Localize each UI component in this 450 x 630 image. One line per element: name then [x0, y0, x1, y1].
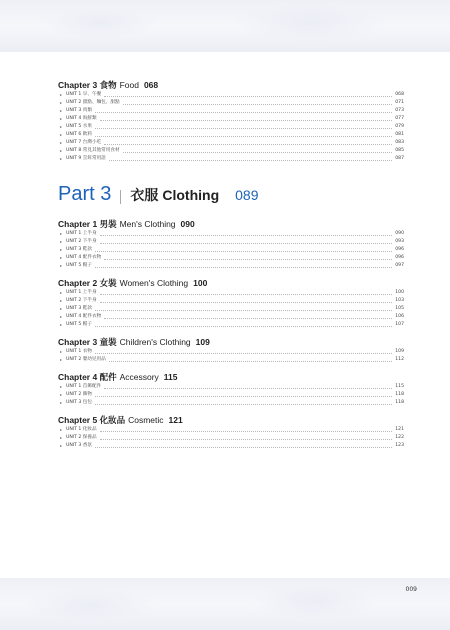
unit-label: UNIT 5 水果 [66, 124, 92, 129]
unit-list [58, 91, 404, 163]
unit-row [66, 305, 404, 313]
bottom-decorative-band [0, 578, 450, 630]
dot-leader [95, 112, 392, 113]
toc-unit-entry [58, 115, 404, 123]
unit-page: 106 [395, 314, 404, 319]
bullet-icon: ▸ [60, 306, 63, 311]
unit-row [66, 289, 404, 297]
chapter-heading [58, 277, 404, 289]
unit-page: 097 [395, 263, 404, 268]
unit-row [66, 434, 404, 442]
chapter-heading [58, 371, 404, 383]
unit-row [66, 426, 404, 434]
unit-row [66, 147, 404, 155]
unit-row [66, 238, 404, 246]
top-decorative-band [0, 0, 450, 52]
unit-label: UNIT 6 飲料 [66, 132, 92, 137]
part-page: 089 [235, 187, 259, 203]
table-of-contents [58, 72, 404, 450]
unit-label: UNIT 4 配件衣物 [66, 255, 102, 260]
toc-unit-entry [58, 356, 404, 364]
chapter-list [58, 218, 404, 450]
bullet-icon: ▸ [60, 322, 63, 327]
toc-unit-entry [58, 383, 404, 391]
unit-page: 068 [395, 92, 404, 97]
bullet-icon: ▸ [60, 148, 63, 153]
unit-row [66, 91, 404, 99]
dot-leader [95, 326, 392, 327]
unit-label: UNIT 2 下半身 [66, 239, 97, 244]
unit-page: 118 [395, 392, 404, 397]
bullet-icon: ▸ [60, 435, 63, 440]
unit-row [66, 321, 404, 329]
toc-unit-entry [58, 426, 404, 434]
unit-page: 107 [395, 322, 404, 327]
unit-page: 105 [395, 306, 404, 311]
unit-label: UNIT 4 海鮮類 [66, 116, 97, 121]
toc-unit-entry [58, 313, 404, 321]
dot-leader [95, 396, 392, 397]
unit-label: UNIT 9 烹飪常用語 [66, 156, 106, 161]
unit-row [66, 139, 404, 147]
toc-unit-entry [58, 107, 404, 115]
unit-row [66, 99, 404, 107]
chapter-page: 109 [195, 337, 210, 347]
unit-page: 090 [395, 231, 404, 236]
chapter-page: 090 [180, 219, 195, 229]
toc-unit-entry [58, 238, 404, 246]
page-number: 009 [405, 586, 417, 593]
part-title-en: Clothing [162, 187, 220, 203]
part-separator [120, 190, 121, 204]
toc-unit-entry [58, 297, 404, 305]
bullet-icon: ▸ [60, 92, 63, 97]
unit-label: UNIT 3 鞋款 [66, 306, 92, 311]
bullet-icon: ▸ [60, 124, 63, 129]
unit-page: 087 [395, 156, 404, 161]
dot-leader [95, 136, 392, 137]
bullet-icon: ▸ [60, 427, 63, 432]
unit-row [66, 254, 404, 262]
unit-label: UNIT 3 包包 [66, 400, 92, 405]
bullet-icon: ▸ [60, 132, 63, 137]
bullet-icon: ▸ [60, 247, 63, 252]
bullet-icon: ▸ [60, 290, 63, 295]
chapter-page: 068 [143, 80, 159, 90]
toc-unit-entry [58, 321, 404, 329]
dot-leader [95, 353, 392, 354]
unit-page: 123 [395, 443, 404, 448]
chapter-title: Chapter 5 化妝品 [58, 415, 126, 425]
unit-row [66, 391, 404, 399]
part-heading [58, 183, 404, 211]
unit-label: UNIT 2 下半身 [66, 298, 97, 303]
toc-unit-entry [58, 123, 404, 131]
unit-row [66, 131, 404, 139]
dot-leader [104, 144, 392, 145]
unit-row [66, 442, 404, 450]
unit-row [66, 356, 404, 364]
chapter-title-en: Men's Clothing [119, 219, 176, 229]
unit-label: UNIT 3 鞋款 [66, 247, 92, 252]
toc-unit-entry [58, 305, 404, 313]
unit-page: 083 [395, 140, 404, 145]
unit-page: 081 [395, 132, 404, 137]
unit-label: UNIT 1 上半身 [66, 231, 97, 236]
toc-unit-entry [58, 147, 404, 155]
unit-page: 100 [395, 290, 404, 295]
chapter-title: Chapter 2 女裝 [58, 278, 117, 288]
part-title-cn: 衣服 [130, 187, 159, 203]
chapter-title: Chapter 4 配件 [58, 372, 117, 382]
bullet-icon: ▸ [60, 156, 63, 161]
unit-label: UNIT 1 衣物 [66, 349, 92, 354]
chapter-title: Chapter 3 食物 [58, 80, 117, 90]
dot-leader [100, 294, 393, 295]
chapter-title-en: Children's Clothing [119, 337, 191, 347]
dot-leader [100, 431, 393, 432]
unit-page: 096 [395, 247, 404, 252]
toc-unit-entry [58, 434, 404, 442]
chapter-page: 115 [163, 372, 178, 382]
bullet-icon: ▸ [60, 392, 63, 397]
chapter-title-en: Accessory [119, 372, 159, 382]
chapter-title-en: Cosmetic [128, 415, 164, 425]
chapter-title: Chapter 1 男裝 [58, 219, 117, 229]
unit-label: UNIT 7 台灣小吃 [66, 140, 102, 145]
toc-unit-entry [58, 348, 404, 356]
unit-label: UNIT 2 嬰幼兒用品 [66, 357, 106, 362]
dot-leader [95, 128, 392, 129]
chapter-heading [58, 336, 404, 348]
dot-leader [109, 160, 392, 161]
unit-label: UNIT 1 化妝品 [66, 427, 97, 432]
toc-unit-entry [58, 442, 404, 450]
part-label: Part 3 [58, 183, 112, 205]
chapter-title-en: Food [119, 80, 139, 90]
unit-page: 077 [395, 116, 404, 121]
unit-row [66, 313, 404, 321]
unit-row [66, 262, 404, 270]
bullet-icon: ▸ [60, 231, 63, 236]
toc-unit-entry [58, 131, 404, 139]
dot-leader [104, 96, 392, 97]
unit-row [66, 107, 404, 115]
unit-page: 093 [395, 239, 404, 244]
dot-leader [95, 447, 392, 448]
chapter-heading-food [58, 79, 404, 91]
dot-leader [95, 267, 392, 268]
unit-label: UNIT 2 飾物 [66, 392, 92, 397]
chapter-title-en: Women's Clothing [119, 278, 189, 288]
unit-page: 073 [395, 108, 404, 113]
unit-page: 122 [395, 435, 404, 440]
unit-row [66, 230, 404, 238]
feather-decoration [230, 4, 390, 42]
unit-page: 085 [395, 148, 404, 153]
unit-label: UNIT 3 肉類 [66, 108, 92, 113]
chapter-page: 100 [193, 278, 208, 288]
unit-row [66, 123, 404, 131]
unit-row [66, 115, 404, 123]
unit-label: UNIT 1 首飾配件 [66, 384, 102, 389]
dot-leader [100, 302, 393, 303]
bullet-icon: ▸ [60, 263, 63, 268]
dot-leader [104, 318, 392, 319]
chapter-heading [58, 414, 404, 426]
unit-label: UNIT 5 帽子 [66, 322, 92, 327]
bullet-icon: ▸ [60, 443, 63, 448]
feather-decoration [250, 584, 380, 620]
feather-decoration [40, 8, 160, 38]
dot-leader [100, 243, 393, 244]
dot-leader [95, 310, 392, 311]
unit-page: 103 [395, 298, 404, 303]
bullet-icon: ▸ [60, 314, 63, 319]
unit-label: UNIT 2 甜點、麵包、甜點 [66, 100, 120, 105]
toc-unit-entry [58, 289, 404, 297]
bullet-icon: ▸ [60, 108, 63, 113]
unit-label: UNIT 2 保養品 [66, 435, 97, 440]
bullet-icon: ▸ [60, 255, 63, 260]
dot-leader [104, 259, 392, 260]
dot-leader [100, 120, 393, 121]
chapter-page: 121 [168, 415, 183, 425]
dot-leader [95, 251, 392, 252]
unit-row [66, 246, 404, 254]
unit-page: 115 [395, 384, 404, 389]
chapter-heading [58, 218, 404, 230]
toc-unit-entry [58, 254, 404, 262]
dot-leader [123, 152, 393, 153]
unit-page: 079 [395, 124, 404, 129]
toc-unit-entry [58, 99, 404, 107]
unit-page: 071 [395, 100, 404, 105]
unit-label: UNIT 5 帽子 [66, 263, 92, 268]
unit-row [66, 155, 404, 163]
unit-page: 112 [395, 357, 404, 362]
unit-label: UNIT 1 上半身 [66, 290, 97, 295]
unit-row [66, 399, 404, 407]
bullet-icon: ▸ [60, 400, 63, 405]
toc-unit-entry [58, 262, 404, 270]
dot-leader [95, 404, 392, 405]
toc-unit-entry [58, 91, 404, 99]
dot-leader [104, 388, 392, 389]
bullet-icon: ▸ [60, 384, 63, 389]
bullet-icon: ▸ [60, 100, 63, 105]
chapter-title: Chapter 3 童裝 [58, 337, 117, 347]
toc-unit-entry [58, 155, 404, 163]
unit-row [66, 383, 404, 391]
unit-label: UNIT 3 香氛 [66, 443, 92, 448]
bullet-icon: ▸ [60, 349, 63, 354]
bullet-icon: ▸ [60, 239, 63, 244]
unit-page: 109 [395, 349, 404, 354]
bullet-icon: ▸ [60, 140, 63, 145]
toc-unit-entry [58, 139, 404, 147]
dot-leader [100, 439, 393, 440]
dot-leader [123, 104, 393, 105]
dot-leader [100, 235, 393, 236]
unit-label: UNIT 4 配件衣物 [66, 314, 102, 319]
unit-label: UNIT 1 早、午餐 [66, 92, 102, 97]
unit-row [66, 297, 404, 305]
unit-page: 118 [395, 400, 404, 405]
unit-page: 121 [395, 427, 404, 432]
toc-unit-entry [58, 230, 404, 238]
bullet-icon: ▸ [60, 298, 63, 303]
bullet-icon: ▸ [60, 116, 63, 121]
unit-row [66, 348, 404, 356]
unit-page: 096 [395, 255, 404, 260]
toc-unit-entry [58, 399, 404, 407]
toc-unit-entry [58, 246, 404, 254]
toc-unit-entry [58, 391, 404, 399]
bullet-icon: ▸ [60, 357, 63, 362]
feather-decoration [20, 588, 160, 622]
dot-leader [109, 361, 392, 362]
unit-label: UNIT 8 常見其他常用食材 [66, 148, 120, 153]
